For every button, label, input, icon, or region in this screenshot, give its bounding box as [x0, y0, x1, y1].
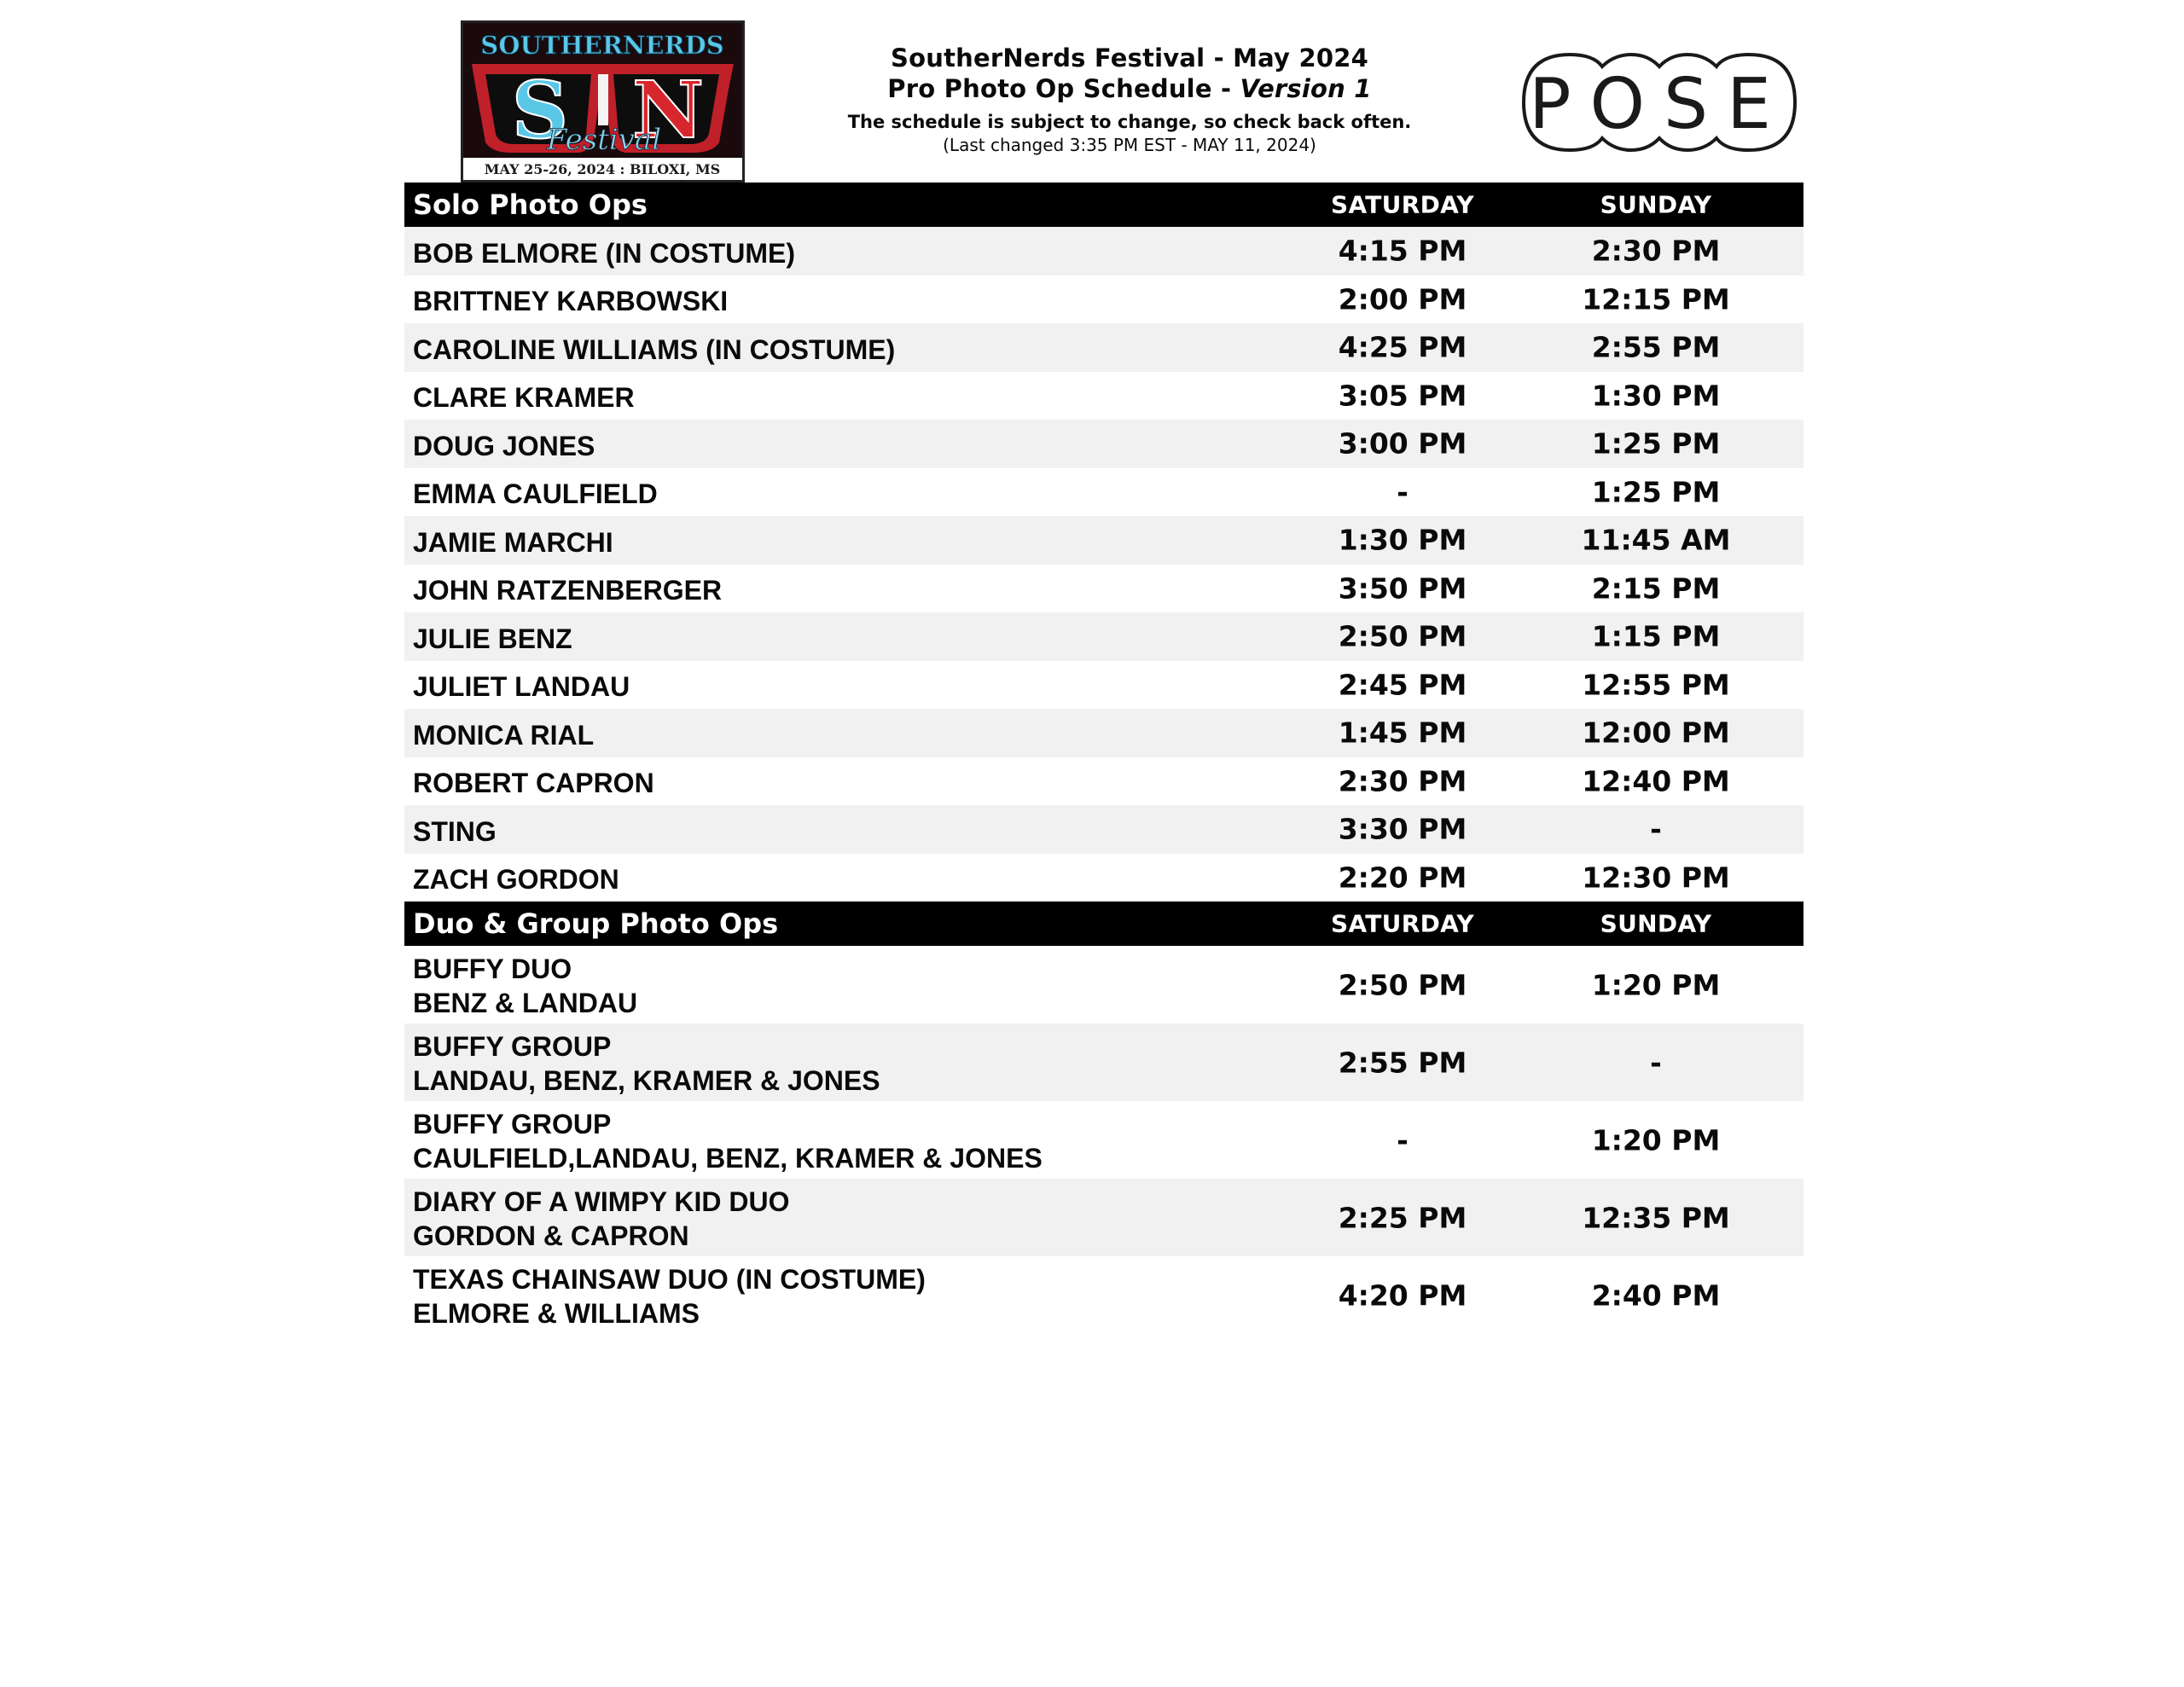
table-row	[404, 1023, 1804, 1101]
table-row	[404, 227, 1804, 275]
saturday-time: 2:55 PM	[1338, 1046, 1467, 1079]
guest-name: EMMA CAULFIELD	[413, 478, 658, 510]
group-members: BENZ & LANDAU	[413, 987, 638, 1018]
solo-saturday-header: SATURDAY	[1331, 190, 1474, 219]
southernerds-festival-logo	[461, 20, 745, 183]
sunday-time: 2:40 PM	[1591, 1278, 1721, 1312]
festival-logo-graphic	[463, 23, 742, 180]
solo-rows	[404, 227, 1804, 901]
saturday-time: 3:00 PM	[1338, 426, 1467, 461]
saturday-time: 2:20 PM	[1338, 861, 1467, 895]
guest-name: STING	[413, 815, 497, 847]
photo-op-schedule-table	[404, 183, 1804, 1334]
saturday-time: 4:20 PM	[1338, 1278, 1467, 1312]
event-title: SoutherNerds Festival - May 2024	[891, 43, 1368, 72]
group-saturday-header: SATURDAY	[1331, 909, 1474, 938]
sunday-time: 11:45 AM	[1581, 523, 1731, 557]
sunday-time: 2:30 PM	[1591, 234, 1721, 268]
logo-letter-n: N	[631, 64, 705, 156]
saturday-time: 3:30 PM	[1338, 812, 1467, 846]
saturday-time: 1:30 PM	[1338, 523, 1467, 557]
group-title: BUFFY GROUP	[413, 1108, 612, 1139]
table-row	[404, 1256, 1804, 1334]
saturday-time: 2:50 PM	[1338, 968, 1467, 1001]
pose-logo	[1520, 51, 1798, 154]
sunday-time: -	[1650, 1046, 1662, 1079]
version-label: Version 1	[1240, 74, 1372, 103]
guest-name: ROBERT CAPRON	[413, 768, 654, 799]
logo-top-text: SOUTHERNERDS	[480, 31, 724, 60]
table-row	[404, 612, 1804, 661]
sunday-time: 12:30 PM	[1582, 861, 1730, 895]
schedule-disclaimer: The schedule is subject to change, so check back often.	[847, 112, 1412, 132]
table-row	[404, 1101, 1804, 1179]
saturday-time: 3:05 PM	[1338, 379, 1467, 413]
page-header	[404, 19, 1804, 181]
schedule-title	[763, 73, 1496, 104]
sunday-time: 1:25 PM	[1591, 426, 1721, 461]
table-row	[404, 372, 1804, 420]
guest-name: ZACH GORDON	[413, 864, 619, 896]
table-row	[404, 323, 1804, 372]
group-members: GORDON & CAPRON	[413, 1220, 689, 1251]
schedule-title-block	[763, 43, 1496, 155]
table-row	[404, 565, 1804, 613]
table-row	[404, 420, 1804, 468]
table-row	[404, 805, 1804, 854]
saturday-time: 1:45 PM	[1338, 716, 1467, 750]
logo-bottom-text: MAY 25-26, 2024 : BILOXI, MS	[484, 161, 721, 177]
guest-name: BOB ELMORE (IN COSTUME)	[413, 237, 795, 269]
guest-name: JULIE BENZ	[413, 623, 572, 654]
table-row	[404, 757, 1804, 806]
saturday-time: 2:30 PM	[1338, 764, 1467, 798]
group-members: LANDAU, BENZ, KRAMER & JONES	[413, 1064, 880, 1096]
sunday-time: 1:15 PM	[1591, 619, 1721, 653]
sunday-time: 1:25 PM	[1591, 475, 1721, 509]
sunday-time: 2:15 PM	[1591, 571, 1721, 606]
solo-section-title: Solo Photo Ops	[413, 188, 648, 221]
guest-name: JULIET LANDAU	[413, 671, 630, 703]
sunday-time: 2:55 PM	[1591, 330, 1721, 364]
sunday-time: 1:20 PM	[1591, 968, 1721, 1001]
sunday-time: 12:55 PM	[1582, 668, 1730, 702]
sunday-time: 12:00 PM	[1582, 716, 1730, 750]
pose-logo-graphic	[1520, 51, 1798, 154]
table-row	[404, 516, 1804, 565]
guest-name: JAMIE MARCHI	[413, 526, 613, 558]
sunday-time: 12:35 PM	[1582, 1201, 1730, 1234]
logo-script-text: Festival	[546, 123, 662, 157]
saturday-time: 2:00 PM	[1338, 282, 1467, 316]
table-row	[404, 709, 1804, 757]
group-sunday-header: SUNDAY	[1600, 909, 1712, 938]
group-rows	[404, 946, 1804, 1334]
sunday-time: 1:20 PM	[1591, 1123, 1721, 1157]
sunday-time: 12:15 PM	[1582, 282, 1730, 316]
group-members: CAULFIELD,LANDAU, BENZ, KRAMER & JONES	[413, 1142, 1043, 1174]
table-row	[404, 946, 1804, 1023]
table-row	[404, 275, 1804, 324]
saturday-time: 2:45 PM	[1338, 668, 1467, 702]
saturday-time: 2:25 PM	[1338, 1201, 1467, 1234]
guest-name: JOHN RATZENBERGER	[413, 575, 723, 606]
saturday-time: 4:25 PM	[1338, 330, 1467, 364]
sunday-time: -	[1650, 812, 1662, 846]
group-title: DIARY OF A WIMPY KID DUO	[413, 1186, 790, 1217]
saturday-time: 3:50 PM	[1338, 571, 1467, 606]
group-section-header	[404, 901, 1804, 946]
saturday-time: 4:15 PM	[1338, 234, 1467, 268]
group-title: BUFFY GROUP	[413, 1030, 612, 1062]
table-row	[404, 661, 1804, 710]
saturday-time: -	[1397, 1123, 1409, 1157]
saturday-time: -	[1397, 475, 1409, 509]
guest-name: DOUG JONES	[413, 430, 595, 461]
solo-section-header	[404, 183, 1804, 227]
sunday-time: 1:30 PM	[1591, 379, 1721, 413]
group-title: TEXAS CHAINSAW DUO (IN COSTUME)	[413, 1263, 926, 1295]
group-members: ELMORE & WILLIAMS	[413, 1297, 700, 1329]
group-section-title: Duo & Group Photo Ops	[413, 907, 779, 940]
schedule-title-prefix: Pro Photo Op Schedule -	[887, 74, 1240, 103]
logo-letter-s: S	[511, 64, 569, 156]
guest-name: MONICA RIAL	[413, 719, 595, 751]
guest-name: CAROLINE WILLIAMS (IN COSTUME)	[413, 333, 896, 365]
pose-logo-text: POSE	[1529, 64, 1790, 145]
guest-name: BRITTNEY KARBOWSKI	[413, 286, 729, 317]
group-title: BUFFY DUO	[413, 953, 572, 984]
solo-sunday-header: SUNDAY	[1600, 190, 1712, 219]
table-row	[404, 468, 1804, 517]
guest-name: CLARE KRAMER	[413, 382, 635, 414]
table-row	[404, 854, 1804, 902]
table-row	[404, 1179, 1804, 1256]
sunday-time: 12:40 PM	[1582, 764, 1730, 798]
last-changed-note: (Last changed 3:35 PM EST - MAY 11, 2024)	[943, 135, 1316, 155]
saturday-time: 2:50 PM	[1338, 619, 1467, 653]
